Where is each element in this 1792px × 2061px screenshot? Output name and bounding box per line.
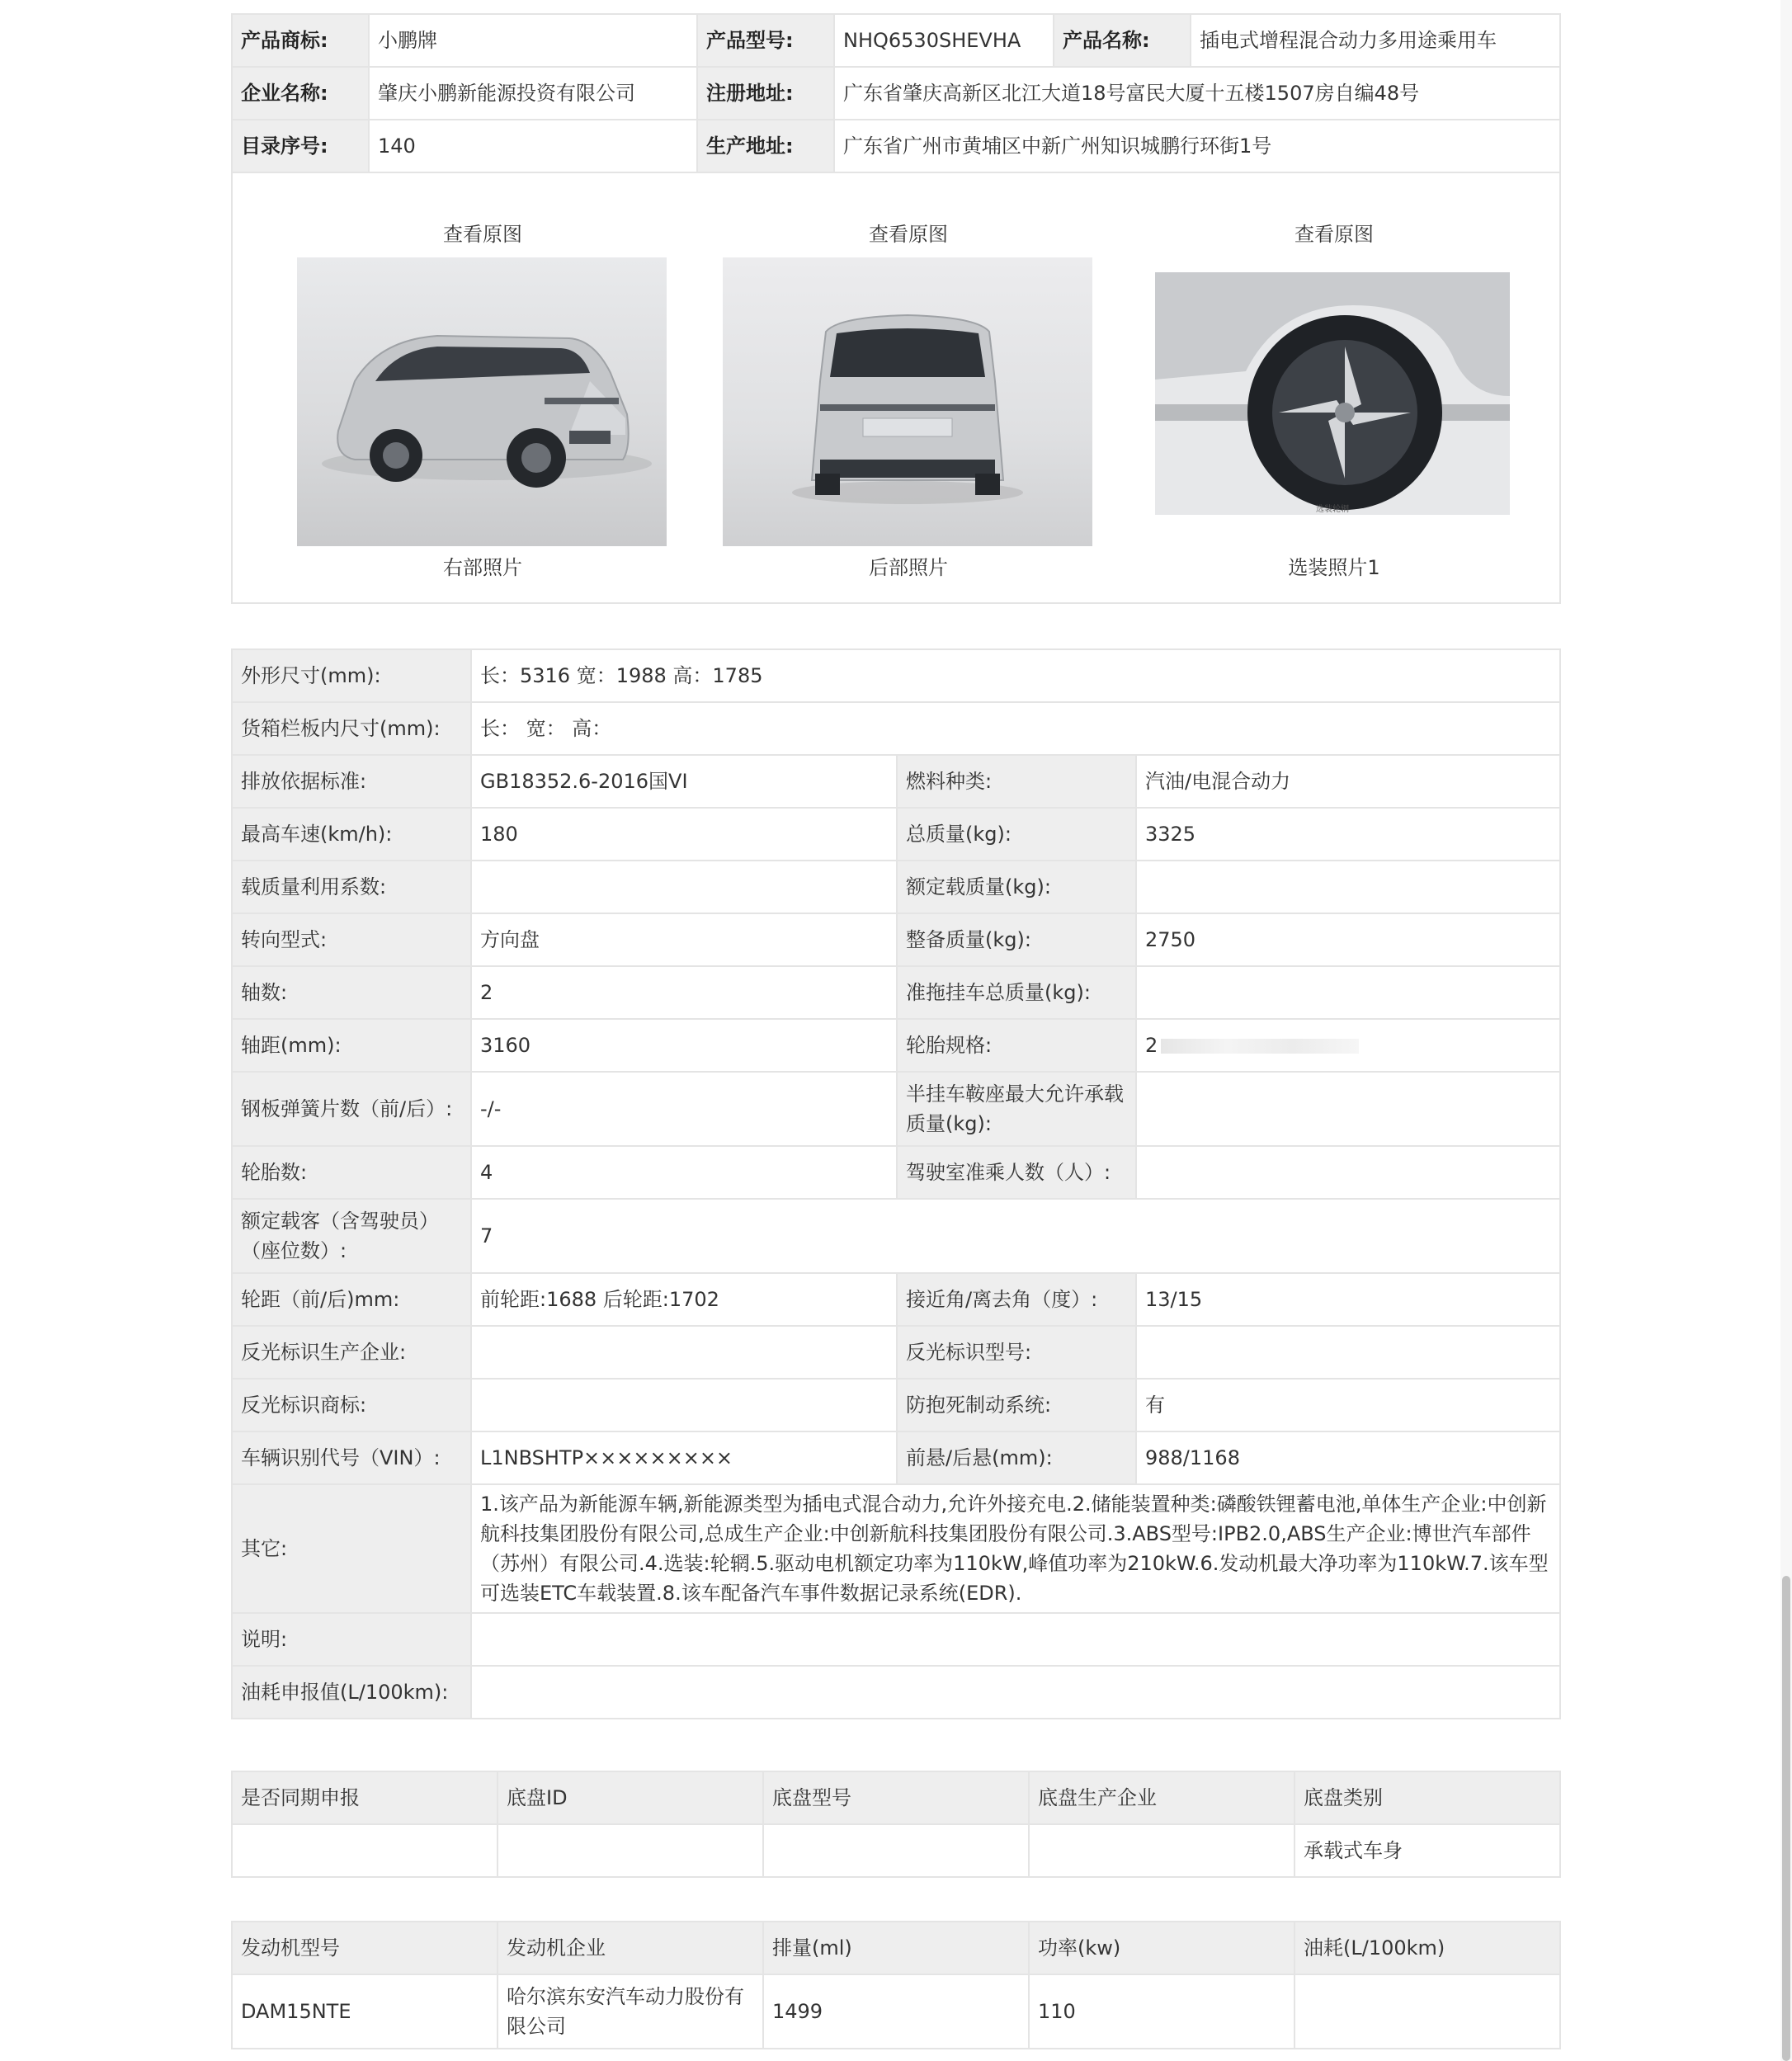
optional-photo-image[interactable] [1155,272,1510,515]
wheel-icon [1155,272,1510,515]
reflector-maker-value [471,1326,897,1379]
angle-label: 接近角/离去角（度）: [897,1273,1136,1326]
dimension-value: 长：5316 宽：1988 高：1785 [471,649,1560,702]
fuel-type-value: 汽油/电混合动力 [1136,755,1560,808]
rated-load-value [1136,861,1560,913]
chassis-table [231,1771,1561,1878]
name-value: 插电式增程混合动力多用途乘用车 [1191,14,1560,67]
axles-label: 轴数: [232,966,471,1019]
company-label: 企业名称: [232,67,369,120]
chassis-cell-model [763,1824,1029,1877]
saddle-label: 半挂车鞍座最大允许承载质量(kg): [897,1072,1136,1146]
fuel-type-label: 燃料种类: [897,755,1136,808]
chassis-cell-maker [1029,1824,1294,1877]
reflector-brand-label: 反光标识商标: [232,1379,471,1431]
track-value: 前轮距:1688 后轮距:1702 [471,1273,897,1326]
engine-table [231,1921,1561,2049]
car-rear-icon [723,257,1092,546]
rear-photo-image[interactable] [723,257,1092,546]
table-row [232,1974,1560,2049]
tire-spec-blur [1161,1039,1359,1054]
engine-header-consumption: 油耗(L/100km) [1294,1922,1560,1974]
other-value: 1.该产品为新能源车辆,新能源类型为插电式混合动力,允许外接充电.2.储能装置种类:磷酸铁锂蓄电池,单体生产企业:中创新航科技集团股份有限公司,总成生产企业:中创新航科技集团股份有限公司.3.ABS型号:IPB2.0,ABS生产企业:博世汽车部件（苏州）有限公司.4.选装:轮辋.5.驱动电机额定功率为110kW,峰值功率为210kW.6.发动机最大净功率为110kW.7.该车型可选装ETC车载装置.8.该车配备汽车事件数据记录系统(EDR). [471,1484,1560,1613]
chassis-header-model: 底盘型号 [763,1771,1029,1824]
total-mass-value: 3325 [1136,808,1560,861]
abs-label: 防抱死制动系统: [897,1379,1136,1431]
tires-count-value: 4 [471,1146,897,1199]
cab-capacity-label: 驾驶室准乘人数（人）: [897,1146,1136,1199]
cargo-dimension-value: 长： 宽： 高： [471,702,1560,755]
steering-label: 转向型式: [232,913,471,966]
reflector-brand-value [471,1379,897,1431]
angle-value: 13/15 [1136,1273,1560,1326]
reg-address-label: 注册地址: [697,67,834,120]
prod-address-label: 生产地址: [697,120,834,172]
seats-label: 额定载客（含驾驶员）（座位数）: [232,1199,471,1273]
reg-address-value: 广东省肇庆高新区北江大道18号富民大厦十五楼1507房自编48号 [834,67,1560,120]
prod-address-value: 广东省广州市黄埔区中新广州知识城鹏行环街1号 [834,120,1560,172]
note-value [471,1613,1560,1666]
view-original-link-1[interactable]: 查看原图 [443,223,522,246]
company-value: 肇庆小鹏新能源投资有限公司 [369,67,697,120]
scrollbar-thumb[interactable] [1782,1576,1790,2061]
optional-photo-caption: 选装照片1 [1288,556,1380,579]
engine-cell-maker: 哈尔滨东安汽车动力股份有限公司 [498,1974,763,2049]
tire-spec-value [1136,1019,1560,1072]
fuel-consumption-label: 油耗申报值(L/100km): [232,1666,471,1719]
vin-label: 车辆识别代号（VIN）: [232,1431,471,1484]
note-label: 说明: [232,1613,471,1666]
wheelbase-value: 3160 [471,1019,897,1072]
engine-header-displacement: 排量(ml) [763,1922,1029,1974]
model-label: 产品型号: [697,14,834,67]
engine-header-maker: 发动机企业 [498,1922,763,1974]
engine-cell-power: 110 [1029,1974,1294,2049]
chassis-header-type: 底盘类别 [1294,1771,1560,1824]
spring-value: -/- [471,1072,897,1146]
curb-mass-value: 2750 [1136,913,1560,966]
catalog-value: 140 [369,120,697,172]
rear-photo-caption: 后部照片 [869,556,948,579]
other-label: 其它: [232,1484,471,1613]
axles-value: 2 [471,966,897,1019]
steering-value: 方向盘 [471,913,897,966]
engine-header-power: 功率(kw) [1029,1922,1294,1974]
tire-spec-text: 2 [1145,1034,1158,1057]
product-info-table [231,13,1561,173]
fuel-consumption-value [471,1666,1560,1719]
optional-photo-inner-caption: 选装轮辋 [1316,505,1349,514]
brand-value: 小鹏牌 [369,14,697,67]
dimension-label: 外形尺寸(mm): [232,649,471,702]
emission-label: 排放依据标准: [232,755,471,808]
max-speed-label: 最高车速(km/h): [232,808,471,861]
photo-rear [723,221,1094,579]
trailer-mass-label: 准拖挂车总质量(kg): [897,966,1136,1019]
chassis-cell-type: 承载式车身 [1294,1824,1560,1877]
right-photo-image[interactable] [297,257,667,546]
photo-optional [1148,221,1520,579]
photo-panel [231,172,1561,604]
rated-load-label: 额定载质量(kg): [897,861,1136,913]
chassis-cell-sync [232,1824,498,1877]
engine-header-model: 发动机型号 [232,1922,498,1974]
engine-cell-displacement: 1499 [763,1974,1029,2049]
tires-count-label: 轮胎数: [232,1146,471,1199]
emission-value: GB18352.6-2016国VI [471,755,897,808]
view-original-link-2[interactable]: 查看原图 [869,223,948,246]
wheelbase-label: 轴距(mm): [232,1019,471,1072]
vin-value: L1NBSHTP××××××××× [471,1431,897,1484]
overhang-value: 988/1168 [1136,1431,1560,1484]
reflector-model-value [1136,1326,1560,1379]
chassis-cell-id [498,1824,763,1877]
trailer-mass-value [1136,966,1560,1019]
engine-cell-consumption [1294,1974,1560,2049]
catalog-label: 目录序号: [232,120,369,172]
model-value: NHQ6530SHEVHA [834,14,1054,67]
chassis-header-sync: 是否同期申报 [232,1771,498,1824]
right-photo-caption: 右部照片 [443,556,522,579]
curb-mass-label: 整备质量(kg): [897,913,1136,966]
engine-cell-model: DAM15NTE [232,1974,498,2049]
cargo-dimension-label: 货箱栏板内尺寸(mm): [232,702,471,755]
table-row [232,1824,1560,1877]
brand-label: 产品商标: [232,14,369,67]
total-mass-label: 总质量(kg): [897,808,1136,861]
spec-table [231,648,1561,1719]
reflector-maker-label: 反光标识生产企业: [232,1326,471,1379]
reflector-model-label: 反光标识型号: [897,1326,1136,1379]
view-original-link-3[interactable]: 查看原图 [1294,223,1374,246]
seats-value: 7 [471,1199,1560,1273]
name-label: 产品名称: [1054,14,1191,67]
cab-capacity-value [1136,1146,1560,1199]
photo-right [297,221,668,579]
chassis-header-maker: 底盘生产企业 [1029,1771,1294,1824]
saddle-value [1136,1072,1560,1146]
tire-spec-label: 轮胎规格: [897,1019,1136,1072]
load-coef-label: 载质量利用系数: [232,861,471,913]
car-side-icon [297,257,667,546]
abs-value: 有 [1136,1379,1560,1431]
track-label: 轮距（前/后)mm: [232,1273,471,1326]
max-speed-value: 180 [471,808,897,861]
spring-label: 钢板弹簧片数（前/后）: [232,1072,471,1146]
chassis-header-id: 底盘ID [498,1771,763,1824]
load-coef-value [471,861,897,913]
overhang-label: 前悬/后悬(mm): [897,1431,1136,1484]
